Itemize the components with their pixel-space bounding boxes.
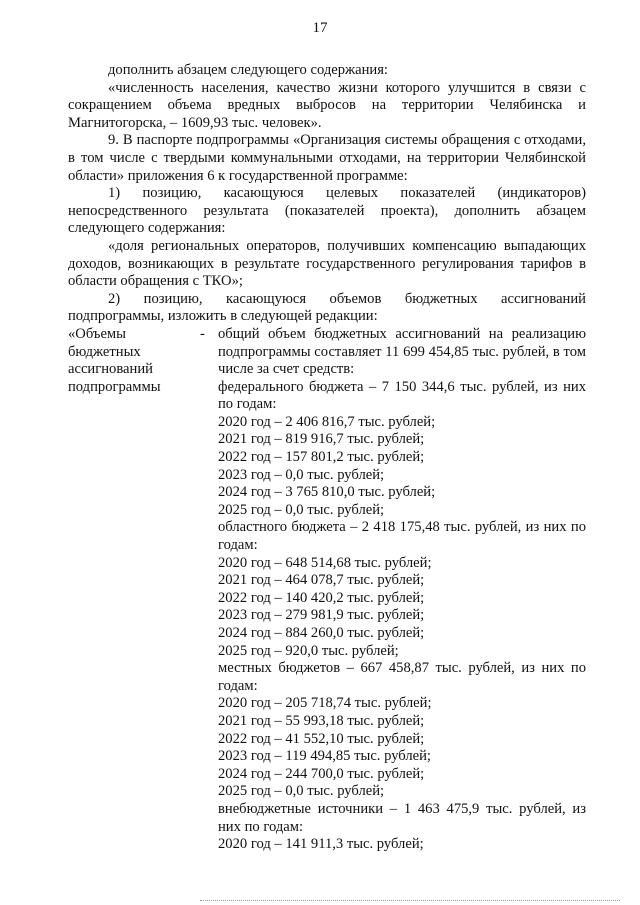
dash-separator: - — [200, 325, 205, 342]
budget-line: 2023 год – 119 494,85 тыс. рублей; — [218, 748, 431, 765]
budget-line: 2022 год – 41 552,10 тыс. рублей; — [218, 730, 425, 747]
budget-value-column — [218, 326, 586, 854]
paragraph-subitem-1: 1) позицию, касающуюся целевых показателей (индикаторов) непосредственного результата (показателей проекта), дополнить абзацем следующего содержания: — [68, 185, 586, 237]
page-number: 17 — [312, 20, 328, 36]
budget-line: 2020 год – 648 514,68 тыс. рублей; — [218, 554, 432, 571]
label-line: «Объемы — [68, 325, 126, 342]
paragraph: дополнить абзацем следующего содержания: — [108, 62, 388, 78]
budget-line: 2020 год – 141 911,3 тыс. рублей; — [218, 836, 424, 853]
budget-line: 2025 год – 920,0 тыс. рублей; — [218, 642, 399, 659]
budget-line: 2022 год – 157 801,2 тыс. рублей; — [218, 449, 425, 466]
budget-line: внебюджетные источники – 1 463 475,9 тыс. рублей, из них по годам: — [218, 800, 586, 835]
budget-line: местных бюджетов – 667 458,87 тыс. рублей, из них по годам: — [218, 660, 586, 694]
label-line: ассигнований — [68, 361, 153, 378]
budget-table — [68, 326, 586, 854]
paragraph-subitem-2: 2) позицию, касающуюся объемов бюджетных ассигнований подпрограммы, изложить в следующей редакции: — [68, 290, 586, 325]
budget-line: областного бюджета – 2 418 175,48 тыс. рублей, из них по годам: — [218, 519, 586, 554]
budget-line: 2021 год – 819 916,7 тыс. рублей; — [218, 431, 425, 448]
budget-line: 2020 год – 2 406 816,7 тыс. рублей; — [218, 413, 436, 430]
budget-line: 2024 год – 3 765 810,0 тыс. рублей; — [218, 484, 436, 501]
paragraph: «доля региональных операторов, получивших компенсацию выпадающих доходов, возникающих в результате государственного регулирования тарифов в области обращения с ТКО»; — [68, 237, 586, 290]
paragraph: «численность населения, качество жизни которого улучшится в связи с сокращением объема вредных выбросов на территории Челябинска и Магнитогорска, – 1609,93 тыс. человек». — [68, 79, 586, 131]
budget-line: 2025 год – 0,0 тыс. рублей; — [218, 783, 385, 800]
budget-line: 2022 год – 140 420,2 тыс. рублей; — [218, 589, 425, 606]
budget-line: федерального бюджета – 7 150 344,6 тыс. рублей, из них по годам: — [218, 378, 586, 413]
budget-line: 2024 год – 884 260,0 тыс. рублей; — [218, 625, 425, 641]
budget-line: 2025 год – 0,0 тыс. рублей; — [218, 501, 385, 518]
label-line: бюджетных — [68, 343, 141, 360]
budget-line: 2023 год – 0,0 тыс. рублей; — [218, 466, 385, 483]
label-line: подпрограммы — [68, 378, 161, 395]
budget-line: 2021 год – 55 993,18 тыс. рублей; — [218, 712, 425, 729]
footer-divider — [200, 900, 620, 901]
budget-line: общий объем бюджетных ассигнований на реализацию подпрограммы составляет 11 699 454,85 тыс. рублей, в том числе за счет средств: — [218, 325, 586, 378]
budget-line: 2023 год – 279 981,9 тыс. рублей; — [218, 607, 425, 624]
budget-line: 2021 год – 464 078,7 тыс. рублей; — [218, 572, 425, 589]
budget-label-column — [68, 326, 218, 854]
document-body — [68, 62, 586, 854]
paragraph-item-9: 9. В паспорте подпрограммы «Организация системы обращения с отходами, в том числе с твердыми коммунальными отходами, на территории Челябинской области» приложения 6 к государственной программе: — [68, 132, 586, 184]
budget-line: 2020 год – 205 718,74 тыс. рублей; — [218, 695, 432, 712]
budget-line: 2024 год – 244 700,0 тыс. рублей; — [218, 765, 425, 782]
